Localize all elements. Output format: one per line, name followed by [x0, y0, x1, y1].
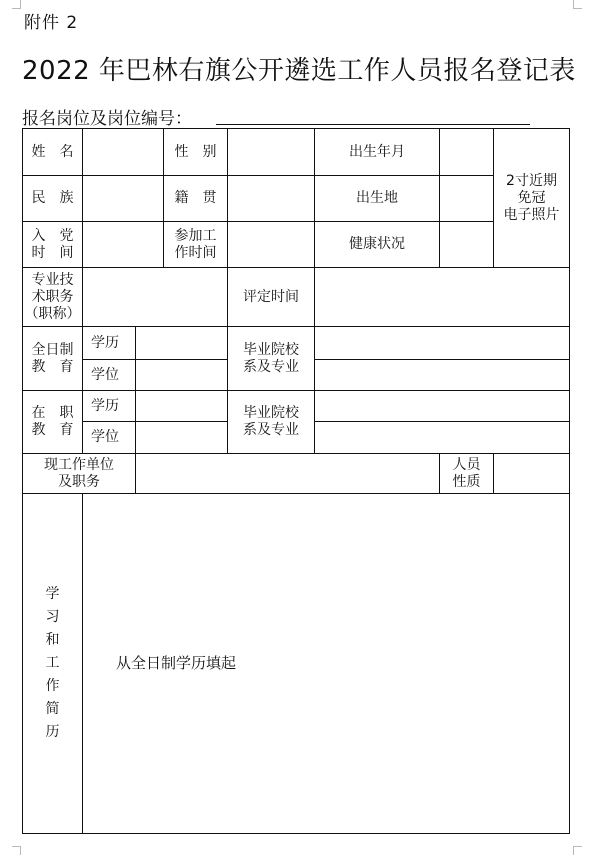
gender-cell[interactable] [228, 129, 315, 176]
birth-date-cell[interactable] [440, 129, 494, 176]
fulltime-degree-cell[interactable] [136, 360, 228, 391]
fulltime-degree-level-cell[interactable] [136, 327, 228, 360]
name-label: 姓 名 [23, 129, 83, 176]
work-start-label: 参加工 作时间 [164, 222, 228, 268]
current-unit-cell[interactable] [136, 454, 440, 494]
inservice-degree-label: 学位 [83, 422, 136, 454]
page-title: 2022 年巴林右旗公开遴选工作人员报名登记表 [22, 56, 576, 86]
annex-label: 附件 2 [24, 13, 79, 33]
inservice-edu-label: 在 职 教 育 [23, 391, 83, 454]
photo-placeholder[interactable]: 2寸近期 免冠 电子照片 [494, 129, 570, 268]
gender-label: 性 别 [164, 129, 228, 176]
party-time-cell[interactable] [83, 222, 164, 268]
registration-form-table [22, 128, 570, 834]
inservice-school-cell-1[interactable] [315, 391, 570, 422]
fulltime-edu-label: 全日制 教 育 [23, 327, 83, 391]
crop-mark-top-left [12, 0, 21, 9]
crop-mark-top-right [573, 0, 582, 9]
resume-cell[interactable]: 从全日制学历填起 [83, 494, 570, 834]
fulltime-school-cell-1[interactable] [315, 327, 570, 360]
staff-type-label: 人员 性质 [440, 454, 494, 494]
work-start-cell[interactable] [228, 222, 315, 268]
inservice-degree-cell[interactable] [136, 422, 228, 454]
fulltime-degree-label: 学位 [83, 360, 136, 391]
inservice-degree-level-label: 学历 [83, 391, 136, 422]
birth-date-label: 出生年月 [315, 129, 440, 176]
native-place-cell[interactable] [228, 176, 315, 222]
fulltime-school-major-label: 毕业院校 系及专业 [228, 327, 315, 391]
name-cell[interactable] [83, 129, 164, 176]
fulltime-degree-level-label: 学历 [83, 327, 136, 360]
position-label: 报名岗位及岗位编号： [22, 109, 192, 129]
current-unit-label: 现工作单位 及职务 [23, 454, 136, 494]
ethnicity-cell[interactable] [83, 176, 164, 222]
staff-type-cell[interactable] [494, 454, 570, 494]
party-time-label: 入 党 时 间 [23, 222, 83, 268]
birthplace-cell[interactable] [440, 176, 494, 222]
health-cell[interactable] [440, 222, 494, 268]
title-rank-label: 专业技 术职务 （职称） [23, 268, 83, 327]
inservice-school-major-label: 毕业院校 系及专业 [228, 391, 315, 454]
crop-mark-bottom-left [12, 846, 21, 855]
inservice-degree-level-cell[interactable] [136, 391, 228, 422]
title-rank-cell[interactable] [83, 268, 228, 327]
health-label: 健康状况 [315, 222, 440, 268]
ethnicity-label: 民 族 [23, 176, 83, 222]
native-place-label: 籍 贯 [164, 176, 228, 222]
rank-time-label: 评定时间 [228, 268, 315, 327]
crop-mark-bottom-right [573, 846, 582, 855]
rank-time-cell[interactable] [315, 268, 570, 327]
position-input-line[interactable] [216, 124, 530, 125]
birthplace-label: 出生地 [315, 176, 440, 222]
resume-label: 学 习 和 工 作 简 历 [23, 494, 83, 834]
inservice-school-cell-2[interactable] [315, 422, 570, 454]
fulltime-school-cell-2[interactable] [315, 360, 570, 391]
